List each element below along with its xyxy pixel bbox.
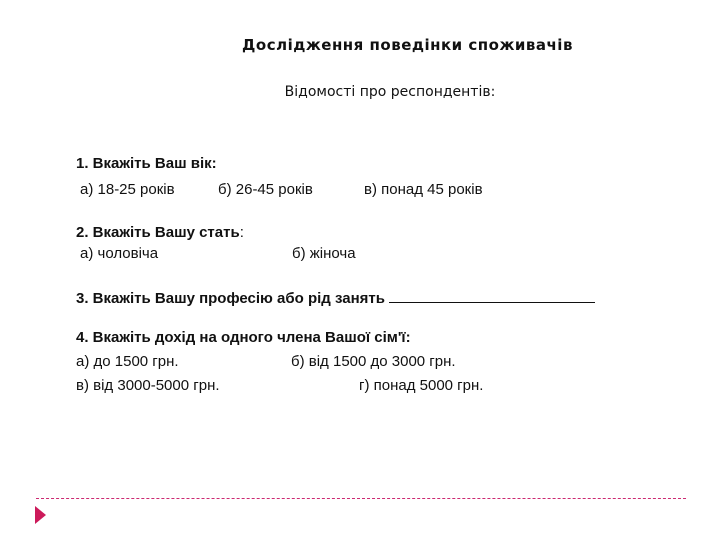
- answer-blank-line: [389, 288, 595, 303]
- question-2-colon: :: [239, 224, 244, 241]
- q2-option-b: б) жіноча: [292, 245, 356, 262]
- slide-title: Дослідження поведінки споживачів: [242, 36, 573, 54]
- q4-option-a: а) до 1500 грн.: [76, 353, 179, 370]
- q2-option-a: а) чоловіча: [80, 245, 159, 262]
- question-3-text: 3. Вкажіть Вашу професію або рід занять: [76, 290, 385, 307]
- question-4-text: 4. Вкажіть дохід на одного члена Вашої сім'ї:: [76, 329, 411, 346]
- q1-option-a: а) 18-25 років: [80, 181, 175, 198]
- subtitle: Відомості про респондентів:: [284, 84, 496, 100]
- question-1-text: 1. Вкажіть Ваш вік:: [76, 155, 217, 172]
- q1-option-b: б) 26-45 років: [218, 181, 313, 198]
- footer-divider: [36, 498, 686, 499]
- question-3: [76, 288, 595, 308]
- question-2-text: 2. Вкажіть Вашу стать: [76, 224, 240, 241]
- q4-option-b: б) від 1500 до 3000 грн.: [291, 353, 456, 370]
- q4-option-d: г) понад 5000 грн.: [359, 377, 484, 394]
- play-arrow-icon: [35, 506, 46, 524]
- question-1: [76, 155, 217, 173]
- question-2: [76, 224, 244, 242]
- q4-option-c: в) від 3000-5000 грн.: [76, 377, 220, 394]
- question-4: [76, 329, 411, 347]
- q1-option-c: в) понад 45 років: [364, 181, 483, 198]
